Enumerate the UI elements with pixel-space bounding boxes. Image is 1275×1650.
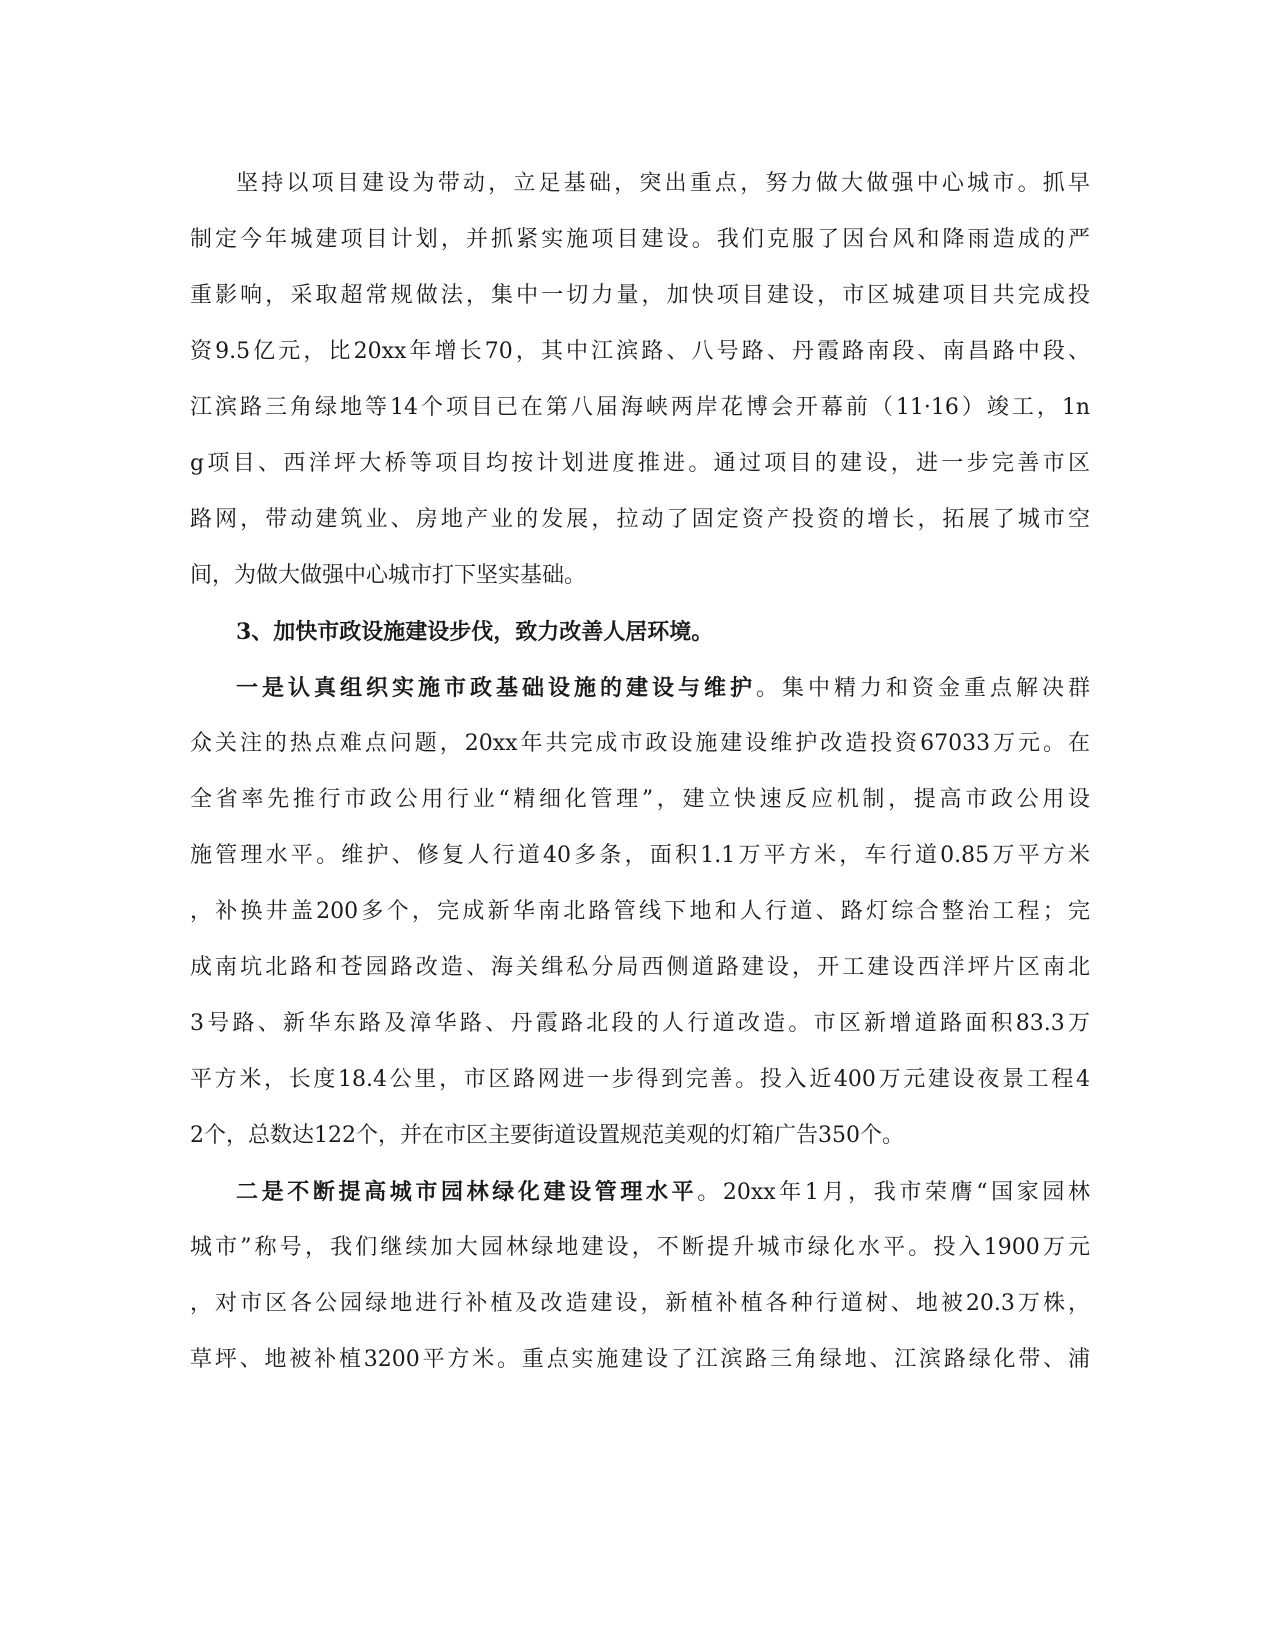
p3-line-4: 草坪、地被补植3200平方米。重点实施建设了江滨路三角绿地、江滨路绿化带、浦 <box>190 1347 1090 1372</box>
p2-line-2: 众关注的热点难点问题，20xx年共完成市政设施建设维护改造投资67033万元。在 <box>190 731 1090 756</box>
p1-line-2: 制定今年城建项目计划，并抓紧实施项目建设。我们克服了因台风和降雨造成的严 <box>190 227 1090 252</box>
p2-bold-lead: 一是认真组织实施市政基础设施的建设与维护 <box>236 675 756 701</box>
p2-line-6: 成南坑北路和苍园路改造、海关缉私分局西侧道路建设，开工建设西洋坪片区南北 <box>190 955 1090 980</box>
section-heading-3: 3、加快市政设施建设步伐，致力改善人居环境。 <box>236 619 714 645</box>
p1-line-7: 路网，带动建筑业、房地产业的发展，拉动了固定资产投资的增长，拓展了城市空 <box>190 507 1090 532</box>
p2-first-line-rest: 。集中精力和资金重点解决群 <box>755 676 1090 701</box>
p2-line-4: 施管理水平。维护、修复人行道40多条，面积1.1万平方米，车行道0.85万平方米 <box>190 843 1090 868</box>
p3-line-1 <box>236 1176 1090 1208</box>
p1-line-1: 坚持以项目建设为带动，立足基础，突出重点，努力做大做强中心城市。抓早 <box>236 171 1090 196</box>
p2-line-7: 3号路、新华东路及漳华路、丹霞路北段的人行道改造。市区新增道路面积83.3万 <box>190 1011 1090 1036</box>
p3-line-3: ，对市区各公园绿地进行补植及改造建设，新植补植各种行道树、地被20.3万株， <box>190 1291 1090 1316</box>
p2-line-8: 平方米，长度18.4公里，市区路网进一步得到完善。投入近400万元建设夜景工程4 <box>190 1067 1090 1092</box>
p1-line-5: 江滨路三角绿地等14个项目已在第八届海峡两岸花博会开幕前（11·16）竣工，1n <box>190 395 1090 420</box>
p1-line-4: 资9.5亿元，比20xx年增长70，其中江滨路、八号路、丹霞路南段、南昌路中段、 <box>190 339 1090 364</box>
p2-line-1 <box>236 672 1090 704</box>
p1-line-3: 重影响，采取超常规做法，集中一切力量，加快项目建设，市区城建项目共完成投 <box>190 283 1090 308</box>
p2-line-3: 全省率先推行市政公用行业“精细化管理”，建立快速反应机制，提高市政公用设 <box>190 787 1090 812</box>
p2-line-9: 2个，总数达122个，并在市区主要街道设置规范美观的灯箱广告350个。 <box>190 1123 904 1148</box>
p1-line-6: g项目、西洋坪大桥等项目均按计划进度推进。通过项目的建设，进一步完善市区 <box>190 451 1090 476</box>
p1-line-8: 间，为做大做强中心城市打下坚实基础。 <box>190 563 587 588</box>
p3-bold-lead: 二是不断提高城市园林绿化建设管理水平 <box>236 1179 698 1205</box>
p2-line-5: ，补换井盖200多个，完成新华南北路管线下地和人行道、路灯综合整治工程；完 <box>190 899 1090 924</box>
p3-line-2: 城市”称号，我们继续加大园林绿地建设，不断提升城市绿化水平。投入1900万元 <box>190 1235 1090 1260</box>
p3-first-line-rest: 。20xx年1月，我市荣膺“国家园林 <box>697 1180 1090 1205</box>
